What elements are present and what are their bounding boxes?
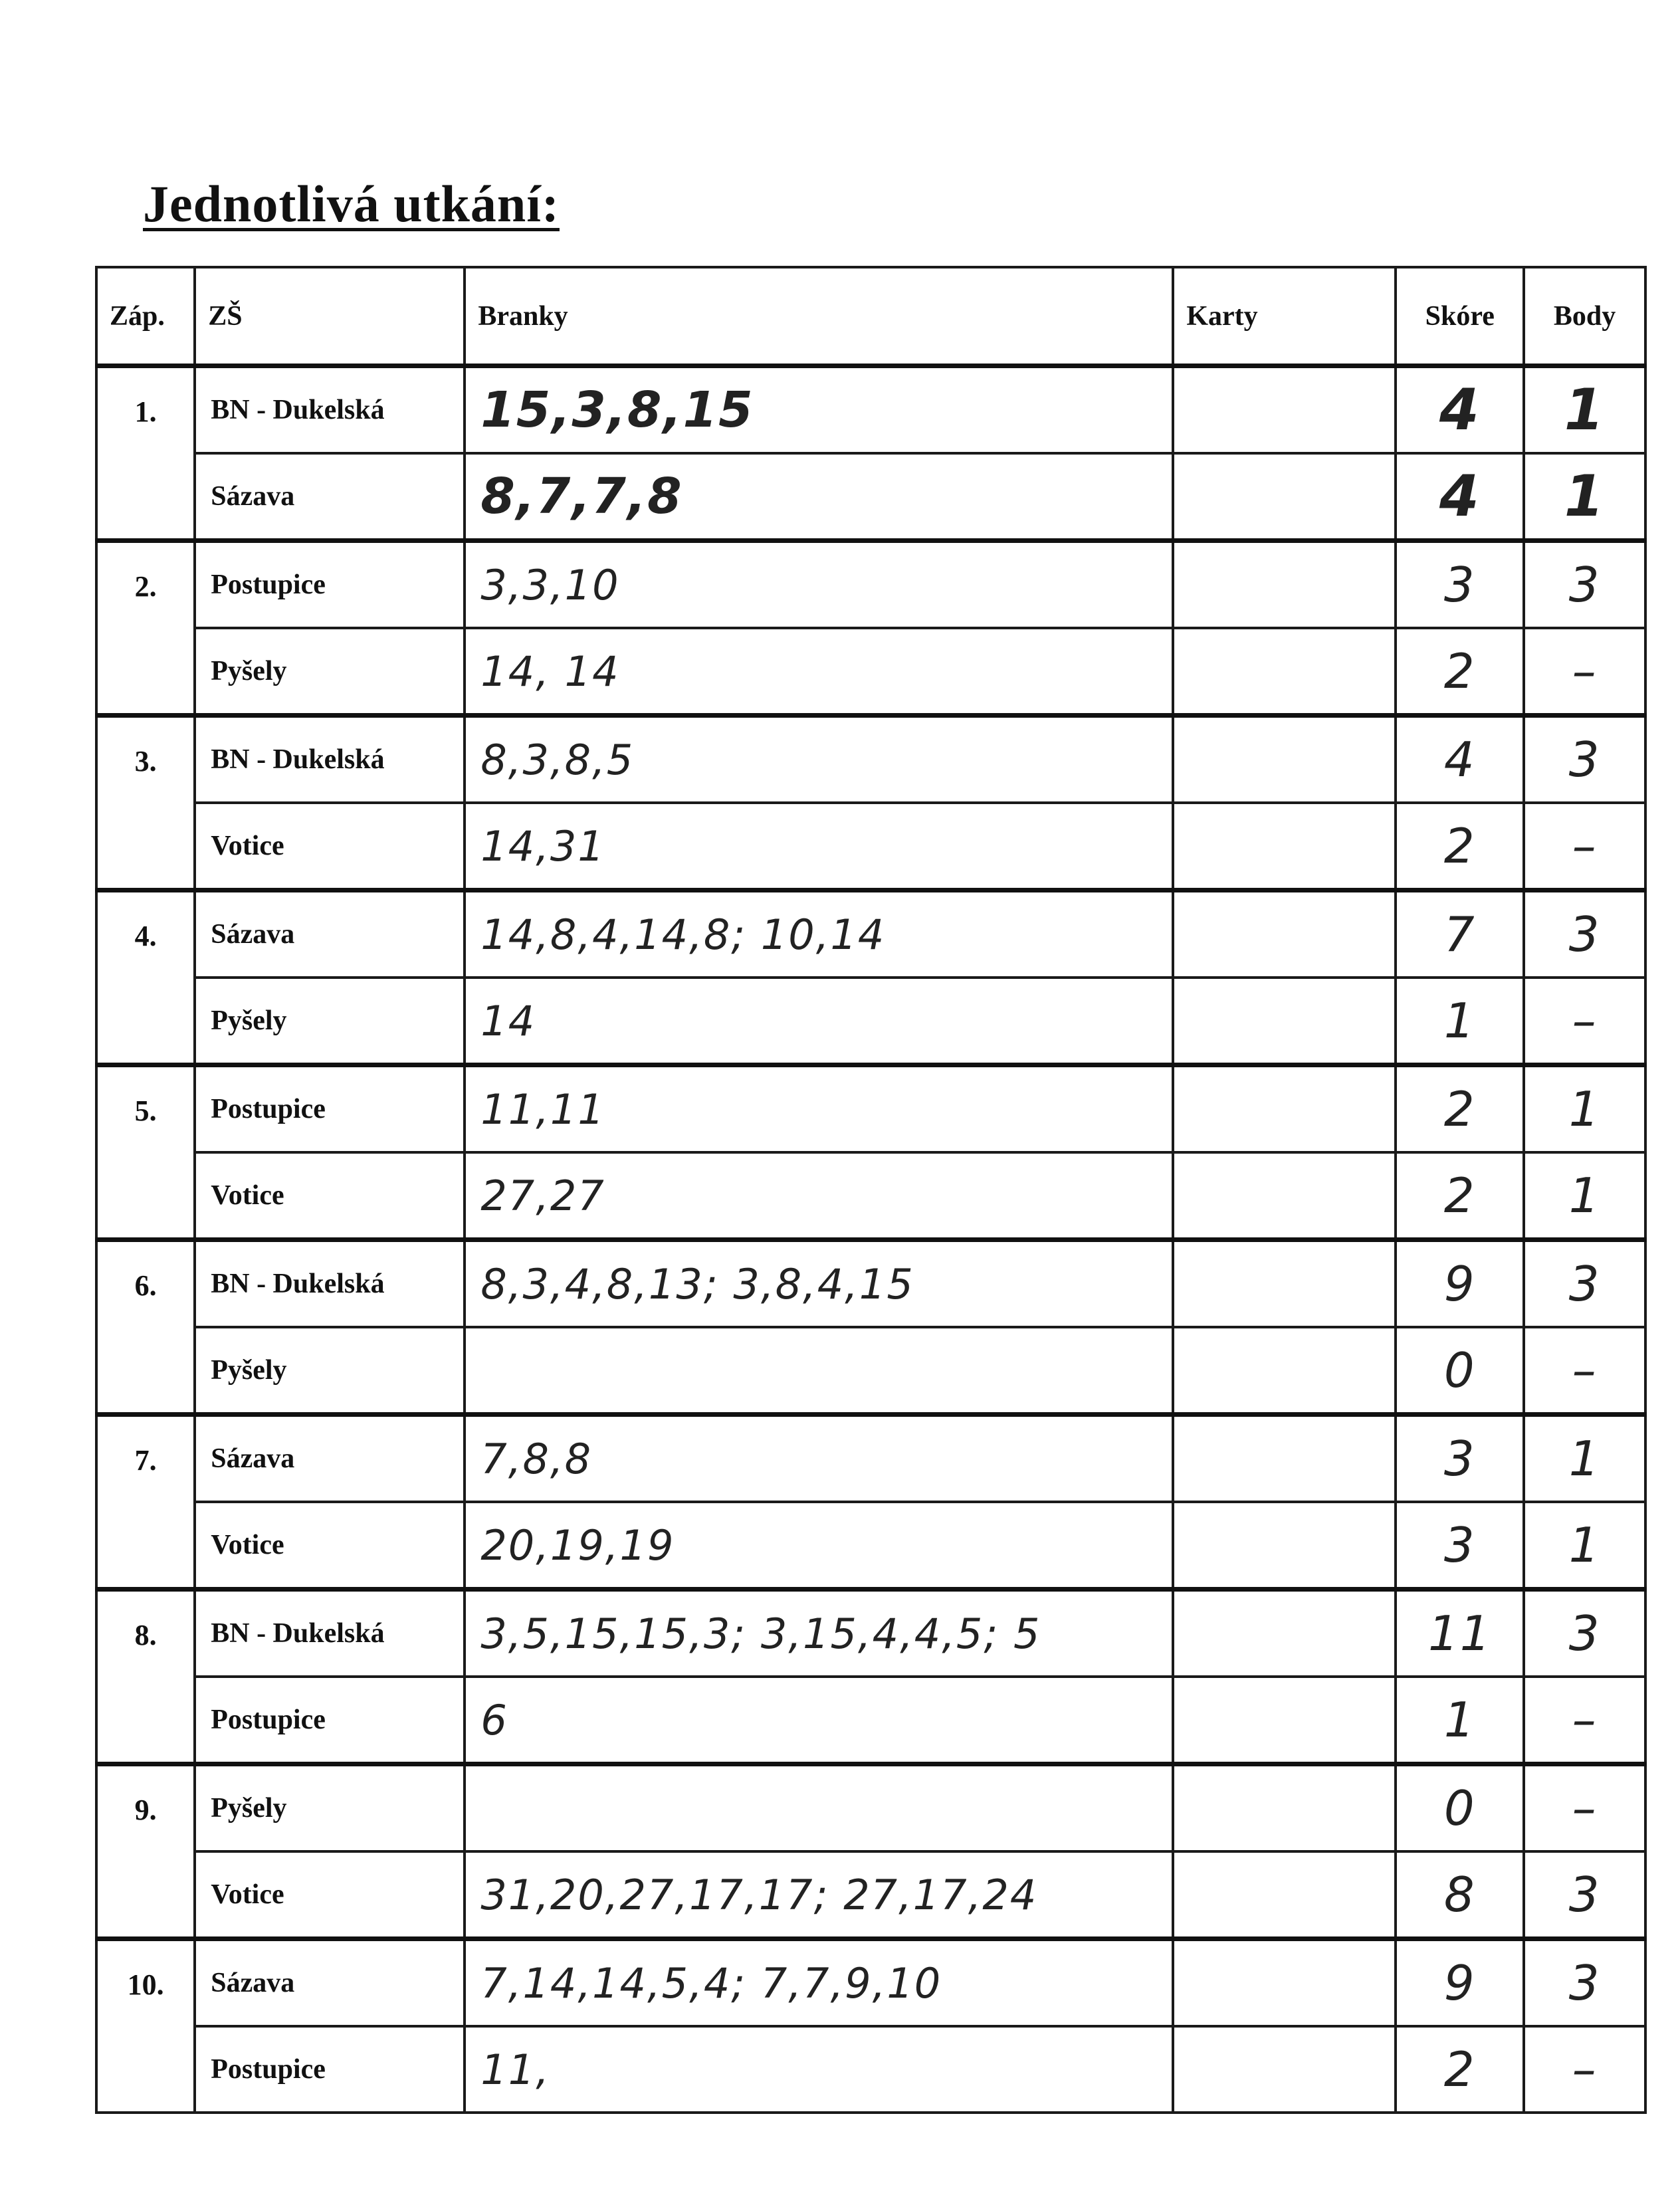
match-number: 8. xyxy=(96,1590,195,1764)
points-cell: 3 xyxy=(1524,890,1645,978)
match-row xyxy=(96,1502,1645,1590)
match-row xyxy=(96,803,1645,890)
cards-cell xyxy=(1173,628,1396,716)
goals-cell: 3,3,10 xyxy=(465,541,1173,629)
match-number: 4. xyxy=(96,890,195,1065)
team-name: Votice xyxy=(195,1851,465,1939)
score-cell: 8 xyxy=(1396,1851,1524,1939)
goals-cell: 15,3,8,15 xyxy=(465,366,1173,454)
points-cell: – xyxy=(1524,2026,1645,2113)
header-body: Body xyxy=(1524,267,1645,366)
goals-cell: 20,19,19 xyxy=(465,1502,1173,1590)
goals-cell: 27,27 xyxy=(465,1152,1173,1240)
team-name: Postupice xyxy=(195,1065,465,1153)
score-cell: 7 xyxy=(1396,890,1524,978)
score-cell: 9 xyxy=(1396,1939,1524,2027)
header-karty: Karty xyxy=(1173,267,1396,366)
team-name: BN - Dukelská xyxy=(195,716,465,803)
score-cell: 4 xyxy=(1396,366,1524,454)
match-row xyxy=(96,1152,1645,1240)
team-name: Postupice xyxy=(195,541,465,629)
match-row xyxy=(96,1939,1645,2027)
score-cell: 1 xyxy=(1396,1677,1524,1764)
match-row xyxy=(96,1240,1645,1328)
cards-cell xyxy=(1173,803,1396,890)
goals-cell: 14,31 xyxy=(465,803,1173,890)
score-cell: 1 xyxy=(1396,978,1524,1065)
goals-cell: 11, xyxy=(465,2026,1173,2113)
team-name: Sázava xyxy=(195,1415,465,1503)
goals-cell: 11,11 xyxy=(465,1065,1173,1153)
score-cell: 3 xyxy=(1396,1415,1524,1503)
page-title: Jednotlivá utkání: xyxy=(143,175,560,233)
match-row xyxy=(96,890,1645,978)
team-name: Pyšely xyxy=(195,978,465,1065)
match-row xyxy=(96,2026,1645,2113)
cards-cell xyxy=(1173,2026,1396,2113)
points-cell: 3 xyxy=(1524,1939,1645,2027)
goals-cell: 6 xyxy=(465,1677,1173,1764)
cards-cell xyxy=(1173,1415,1396,1503)
score-cell: 4 xyxy=(1396,716,1524,803)
points-cell: 3 xyxy=(1524,541,1645,629)
cards-cell xyxy=(1173,1764,1396,1852)
points-cell: 3 xyxy=(1524,1851,1645,1939)
score-cell: 2 xyxy=(1396,628,1524,716)
cards-cell xyxy=(1173,541,1396,629)
points-cell: – xyxy=(1524,1327,1645,1415)
match-row xyxy=(96,628,1645,716)
match-number: 1. xyxy=(96,366,195,541)
score-cell: 0 xyxy=(1396,1327,1524,1415)
match-row xyxy=(96,978,1645,1065)
match-row xyxy=(96,1065,1645,1153)
goals-cell: 7,8,8 xyxy=(465,1415,1173,1503)
points-cell: – xyxy=(1524,1677,1645,1764)
team-name: Votice xyxy=(195,1502,465,1590)
match-number: 10. xyxy=(96,1939,195,2113)
points-cell: 1 xyxy=(1524,1415,1645,1503)
points-cell: – xyxy=(1524,978,1645,1065)
goals-cell: 14,8,4,14,8; 10,14 xyxy=(465,890,1173,978)
team-name: Postupice xyxy=(195,1677,465,1764)
match-row xyxy=(96,1677,1645,1764)
cards-cell xyxy=(1173,1851,1396,1939)
match-row xyxy=(96,453,1645,541)
cards-cell xyxy=(1173,978,1396,1065)
score-cell: 3 xyxy=(1396,541,1524,629)
match-number: 2. xyxy=(96,541,195,716)
points-cell: 1 xyxy=(1524,1152,1645,1240)
header-branky: Branky xyxy=(465,267,1173,366)
match-row xyxy=(96,541,1645,629)
cards-cell xyxy=(1173,890,1396,978)
match-number: 5. xyxy=(96,1065,195,1240)
match-number: 9. xyxy=(96,1764,195,1939)
score-cell: 11 xyxy=(1396,1590,1524,1677)
matches-table xyxy=(95,266,1647,2114)
cards-cell xyxy=(1173,1502,1396,1590)
goals-cell xyxy=(465,1764,1173,1852)
team-name: Sázava xyxy=(195,890,465,978)
match-row xyxy=(96,1327,1645,1415)
header-skore: Skóre xyxy=(1396,267,1524,366)
score-cell: 0 xyxy=(1396,1764,1524,1852)
goals-cell: 8,3,8,5 xyxy=(465,716,1173,803)
match-row xyxy=(96,716,1645,803)
score-cell: 4 xyxy=(1396,453,1524,541)
header-row xyxy=(96,267,1645,366)
team-name: Pyšely xyxy=(195,1764,465,1852)
cards-cell xyxy=(1173,1939,1396,2027)
goals-cell xyxy=(465,1327,1173,1415)
points-cell: – xyxy=(1524,628,1645,716)
points-cell: 3 xyxy=(1524,716,1645,803)
points-cell: – xyxy=(1524,1764,1645,1852)
team-name: Votice xyxy=(195,803,465,890)
points-cell: 1 xyxy=(1524,453,1645,541)
header-zs: ZŠ xyxy=(195,267,465,366)
points-cell: 1 xyxy=(1524,1065,1645,1153)
team-name: Pyšely xyxy=(195,1327,465,1415)
match-row xyxy=(96,366,1645,454)
team-name: BN - Dukelská xyxy=(195,1240,465,1328)
header-zap: Záp. xyxy=(96,267,195,366)
points-cell: 1 xyxy=(1524,1502,1645,1590)
team-name: Sázava xyxy=(195,453,465,541)
match-row xyxy=(96,1764,1645,1852)
match-row xyxy=(96,1415,1645,1503)
cards-cell xyxy=(1173,716,1396,803)
cards-cell xyxy=(1173,366,1396,454)
team-name: BN - Dukelská xyxy=(195,1590,465,1677)
points-cell: – xyxy=(1524,803,1645,890)
match-row xyxy=(96,1590,1645,1677)
score-cell: 3 xyxy=(1396,1502,1524,1590)
cards-cell xyxy=(1173,1240,1396,1328)
score-cell: 2 xyxy=(1396,2026,1524,2113)
score-cell: 9 xyxy=(1396,1240,1524,1328)
match-number: 6. xyxy=(96,1240,195,1415)
points-cell: 3 xyxy=(1524,1590,1645,1677)
cards-cell xyxy=(1173,453,1396,541)
team-name: Votice xyxy=(195,1152,465,1240)
score-cell: 2 xyxy=(1396,803,1524,890)
team-name: Sázava xyxy=(195,1939,465,2027)
score-cell: 2 xyxy=(1396,1065,1524,1153)
goals-cell: 8,3,4,8,13; 3,8,4,15 xyxy=(465,1240,1173,1328)
cards-cell xyxy=(1173,1327,1396,1415)
goals-cell: 31,20,27,17,17; 27,17,24 xyxy=(465,1851,1173,1939)
team-name: Pyšely xyxy=(195,628,465,716)
points-cell: 1 xyxy=(1524,366,1645,454)
team-name: Postupice xyxy=(195,2026,465,2113)
cards-cell xyxy=(1173,1677,1396,1764)
match-number: 7. xyxy=(96,1415,195,1590)
score-cell: 2 xyxy=(1396,1152,1524,1240)
cards-cell xyxy=(1173,1065,1396,1153)
team-name: BN - Dukelská xyxy=(195,366,465,454)
match-number: 3. xyxy=(96,716,195,890)
cards-cell xyxy=(1173,1152,1396,1240)
goals-cell: 14 xyxy=(465,978,1173,1065)
points-cell: 3 xyxy=(1524,1240,1645,1328)
goals-cell: 7,14,14,5,4; 7,7,9,10 xyxy=(465,1939,1173,2027)
goals-cell: 14, 14 xyxy=(465,628,1173,716)
match-row xyxy=(96,1851,1645,1939)
cards-cell xyxy=(1173,1590,1396,1677)
goals-cell: 3,5,15,15,3; 3,15,4,4,5; 5 xyxy=(465,1590,1173,1677)
goals-cell: 8,7,7,8 xyxy=(465,453,1173,541)
